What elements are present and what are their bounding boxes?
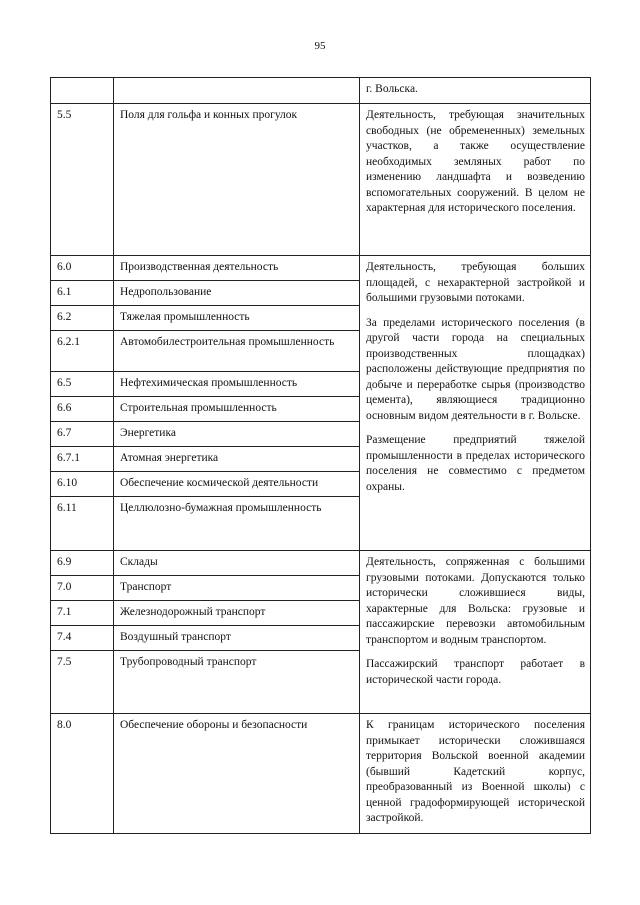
name-cell: Нефтехимическая промышленность <box>114 372 360 397</box>
description-cell <box>360 551 591 714</box>
page-number: 95 <box>314 40 326 52</box>
code-cell <box>51 78 114 104</box>
name-cell: Транспорт <box>114 576 360 601</box>
name-cell: Тяжелая промышленность <box>114 306 360 331</box>
table-row <box>51 104 591 256</box>
code-cell: 6.7.1 <box>51 447 114 472</box>
name-cell: Производственная деятельность <box>114 256 360 281</box>
table-row <box>51 78 591 104</box>
name-cell: Недропользование <box>114 281 360 306</box>
description-cell: Деятельность, требующая значительных свободных (не обремененных) земельных участков, а также осуществление необходимых земляных работ по изменению ландшафта и возведению вспомогательных сооружений. В целом не характерная для исторического поселения. <box>360 104 591 256</box>
code-cell: 6.2 <box>51 306 114 331</box>
description-paragraph: За пределами исторического поселения (в другой части города на специальных производственных площадках) расположены действующие предприятия по добыче и переработке сырья (производство цемента), являющиеся традиционно основным видом деятельности в г. Вольске. <box>366 316 585 422</box>
description-cell: г. Вольска. <box>360 78 591 104</box>
code-cell: 6.5 <box>51 372 114 397</box>
description-paragraph: Деятельность, сопряженная с большими грузовыми потоками. Допускаются только исторически сложившиеся виды, характерные для Вольска: грузовые и пассажирские перевозки автомобильным транспортом и водным транспортом. <box>366 556 585 646</box>
description-cell: К границам исторического поселения примыкает исторически сложившаяся территория Вольской военной академии (бывший Кадетский корпус, преобразованный из Военной школы) с ценной градоформирующей исторической застройкой. <box>360 714 591 834</box>
code-cell: 6.1 <box>51 281 114 306</box>
code-cell: 6.11 <box>51 497 114 551</box>
name-cell: Трубопроводный транспорт <box>114 651 360 714</box>
name-cell: Обеспечение космической деятельности <box>114 472 360 497</box>
name-cell: Целлюлозно-бумажная промышленность <box>114 497 360 551</box>
name-cell: Поля для гольфа и конных прогулок <box>114 104 360 256</box>
name-cell: Строительная промышленность <box>114 397 360 422</box>
name-cell <box>114 78 360 104</box>
land-use-table <box>50 77 591 834</box>
name-cell: Воздушный транспорт <box>114 626 360 651</box>
description-paragraph: Размещение предприятий тяжелой промышленности в пределах исторического поселения не совместимо с предметом охраны. <box>366 434 585 493</box>
table-row <box>51 714 591 834</box>
table-row <box>51 256 591 281</box>
code-cell: 6.0 <box>51 256 114 281</box>
name-cell: Склады <box>114 551 360 576</box>
name-cell: Обеспечение обороны и безопасности <box>114 714 360 834</box>
code-cell: 7.5 <box>51 651 114 714</box>
name-cell: Энергетика <box>114 422 360 447</box>
table-row <box>51 551 591 576</box>
description-paragraph: Пассажирский транспорт работает в исторической части города. <box>366 658 585 686</box>
code-cell: 6.10 <box>51 472 114 497</box>
code-cell: 6.2.1 <box>51 331 114 372</box>
code-cell: 6.7 <box>51 422 114 447</box>
description-paragraph: Деятельность, требующая больших площадей, с нехарактерной застройкой и большими грузовыми потоками. <box>366 261 585 304</box>
code-cell: 8.0 <box>51 714 114 834</box>
code-cell: 7.4 <box>51 626 114 651</box>
name-cell: Автомобилестроительная промышленность <box>114 331 360 372</box>
code-cell: 6.9 <box>51 551 114 576</box>
name-cell: Железнодорожный транспорт <box>114 601 360 626</box>
code-cell: 6.6 <box>51 397 114 422</box>
name-cell: Атомная энергетика <box>114 447 360 472</box>
code-cell: 7.1 <box>51 601 114 626</box>
code-cell: 5.5 <box>51 104 114 256</box>
code-cell: 7.0 <box>51 576 114 601</box>
description-cell <box>360 256 591 551</box>
